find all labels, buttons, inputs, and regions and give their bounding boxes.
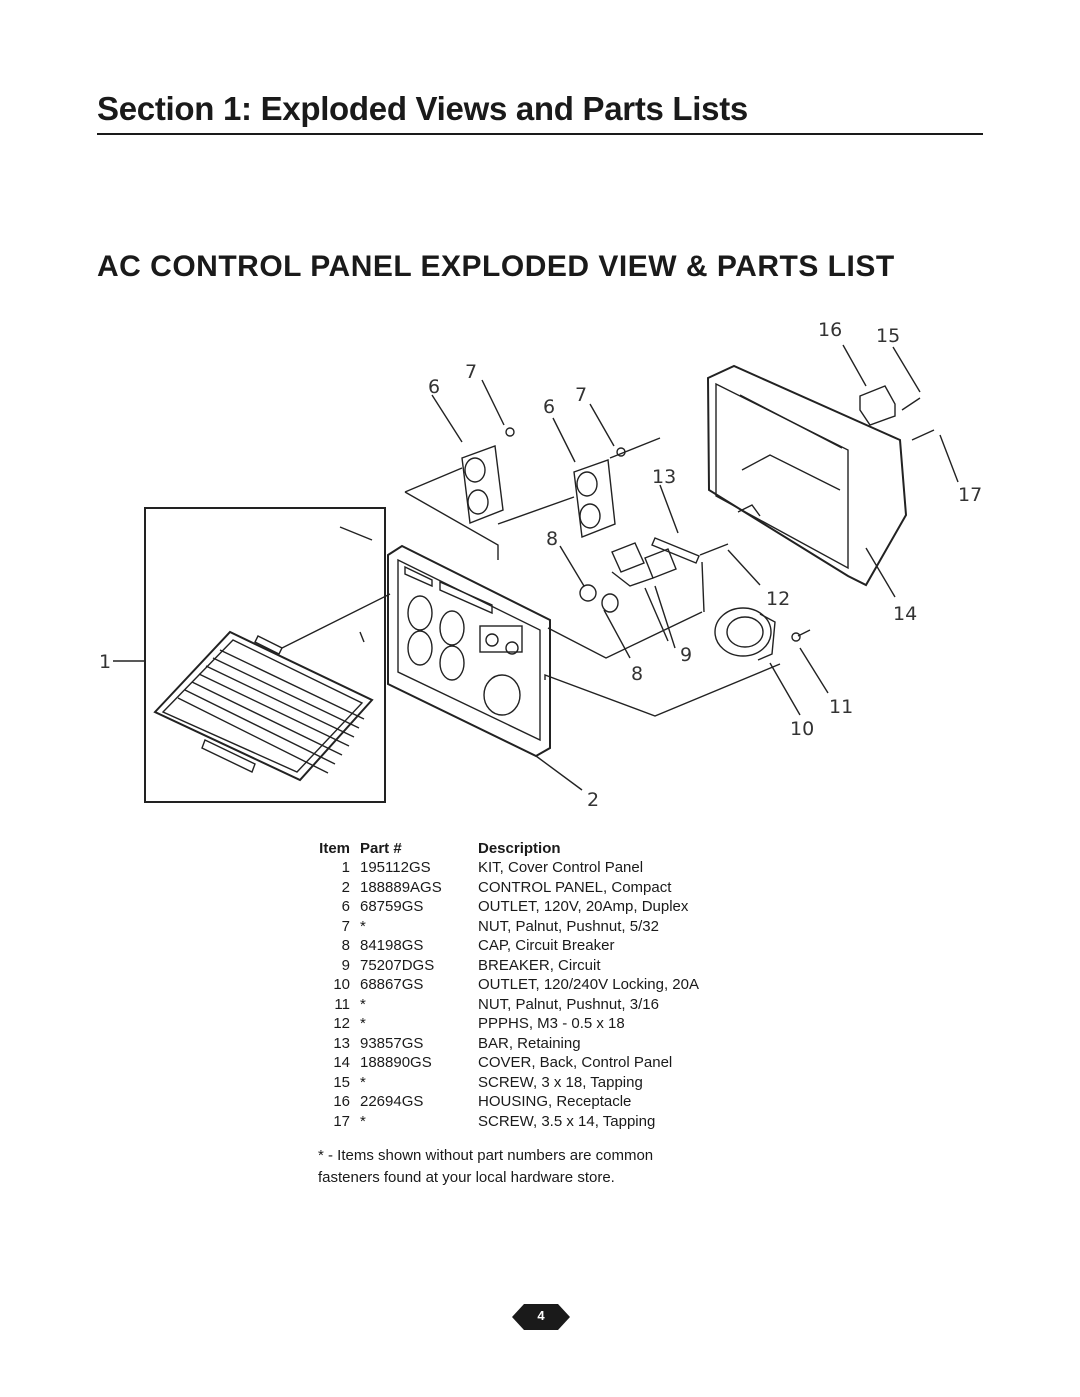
- svg-text:7: 7: [575, 384, 588, 406]
- svg-text:14: 14: [893, 603, 918, 625]
- parts-table-body: [318, 858, 738, 1131]
- part-number-cell: 75207DGS: [360, 956, 435, 974]
- description-cell: KIT, Cover Control Panel: [478, 859, 644, 877]
- part-number-cell: 68867GS: [360, 976, 424, 994]
- item-cell: 17: [333, 1112, 350, 1130]
- description-cell: PPPHS, M3 - 0.5 x 18: [478, 1015, 625, 1033]
- svg-text:6: 6: [428, 376, 441, 398]
- description-cell: SCREW, 3.5 x 14, Tapping: [478, 1112, 656, 1130]
- description-cell: BREAKER, Circuit: [478, 956, 601, 974]
- item-cell: 1: [341, 859, 350, 877]
- title-rule: [97, 133, 983, 135]
- description-cell: SCREW, 3 x 18, Tapping: [478, 1073, 643, 1091]
- table-row: [318, 858, 738, 878]
- page-subtitle: AC CONTROL PANEL EXPLODED VIEW & PARTS LIST: [97, 250, 895, 283]
- svg-text:17: 17: [958, 484, 983, 506]
- item-cell: 11: [334, 995, 350, 1013]
- table-row: [318, 1073, 738, 1093]
- page-number: 4: [537, 1308, 545, 1323]
- svg-text:7: 7: [465, 361, 478, 383]
- exploded-view-diagram: [0, 300, 1080, 820]
- description-column-header: Description: [478, 839, 561, 857]
- table-row: [318, 897, 738, 917]
- svg-text:15: 15: [876, 325, 901, 347]
- table-row: [318, 1092, 738, 1112]
- svg-text:1: 1: [99, 651, 112, 673]
- description-cell: OUTLET, 120V, 20Amp, Duplex: [478, 898, 689, 916]
- part-number-cell: 195112GS: [360, 859, 431, 877]
- table-row: [318, 936, 738, 956]
- item-cell: 16: [333, 1093, 350, 1111]
- description-cell: NUT, Palnut, Pushnut, 3/16: [478, 995, 659, 1013]
- item-cell: 13: [333, 1034, 350, 1052]
- svg-text:9: 9: [680, 644, 693, 666]
- svg-text:16: 16: [818, 319, 843, 341]
- footnote: * - Items shown without part numbers are common fasteners found at your local hardware store.: [318, 1147, 654, 1186]
- description-cell: COVER, Back, Control Panel: [478, 1054, 673, 1072]
- description-cell: OUTLET, 120/240V Locking, 20A: [478, 976, 699, 994]
- description-cell: CONTROL PANEL, Compact: [478, 878, 672, 896]
- svg-text:10: 10: [790, 718, 815, 740]
- item-column-header: Item: [319, 839, 350, 857]
- part-number-cell: 84198GS: [360, 937, 424, 955]
- item-cell: 6: [341, 898, 350, 916]
- part-number-cell: *: [360, 1015, 366, 1033]
- table-row: [318, 1112, 738, 1132]
- table-row: [318, 917, 738, 937]
- table-row: [318, 878, 738, 898]
- table-row: [318, 995, 738, 1015]
- item-cell: 14: [333, 1054, 350, 1072]
- part-number-cell: 188889AGS: [360, 878, 442, 896]
- part-number-cell: *: [360, 1112, 366, 1130]
- part-number-cell: 68759GS: [360, 898, 424, 916]
- part-number-cell: *: [360, 1073, 366, 1091]
- svg-text:8: 8: [631, 663, 644, 685]
- table-row: [318, 956, 738, 976]
- item-cell: 7: [341, 917, 350, 935]
- description-cell: HOUSING, Receptacle: [478, 1093, 632, 1111]
- item-cell: 12: [333, 1015, 350, 1033]
- svg-text:8: 8: [546, 528, 559, 550]
- item-cell: 10: [333, 976, 350, 994]
- section-title: Section 1: Exploded Views and Parts Lists: [97, 90, 748, 127]
- part-number-cell: *: [360, 995, 366, 1013]
- table-header-row: [318, 838, 738, 858]
- svg-text:13: 13: [652, 466, 677, 488]
- description-cell: NUT, Palnut, Pushnut, 5/32: [478, 917, 659, 935]
- part-number-cell: *: [360, 917, 366, 935]
- svg-text:12: 12: [766, 588, 791, 610]
- parts-list-table: [318, 838, 738, 1131]
- table-row: [318, 1053, 738, 1073]
- part-number-cell: 22694GS: [360, 1093, 424, 1111]
- item-cell: 8: [341, 937, 350, 955]
- svg-text:11: 11: [829, 696, 854, 718]
- item-cell: 2: [341, 878, 350, 896]
- table-row: [318, 975, 738, 995]
- svg-text:2: 2: [587, 789, 600, 811]
- item-cell: 15: [333, 1073, 350, 1091]
- table-row: [318, 1014, 738, 1034]
- description-cell: BAR, Retaining: [478, 1034, 581, 1052]
- description-cell: CAP, Circuit Breaker: [478, 937, 615, 955]
- part-number-cell: 93857GS: [360, 1034, 424, 1052]
- table-row: [318, 1034, 738, 1054]
- svg-text:6: 6: [543, 396, 556, 418]
- part-column-header: Part #: [360, 839, 402, 857]
- page-number-badge: [512, 1304, 570, 1330]
- item-cell: 9: [341, 956, 350, 974]
- part-number-cell: 188890GS: [360, 1054, 432, 1072]
